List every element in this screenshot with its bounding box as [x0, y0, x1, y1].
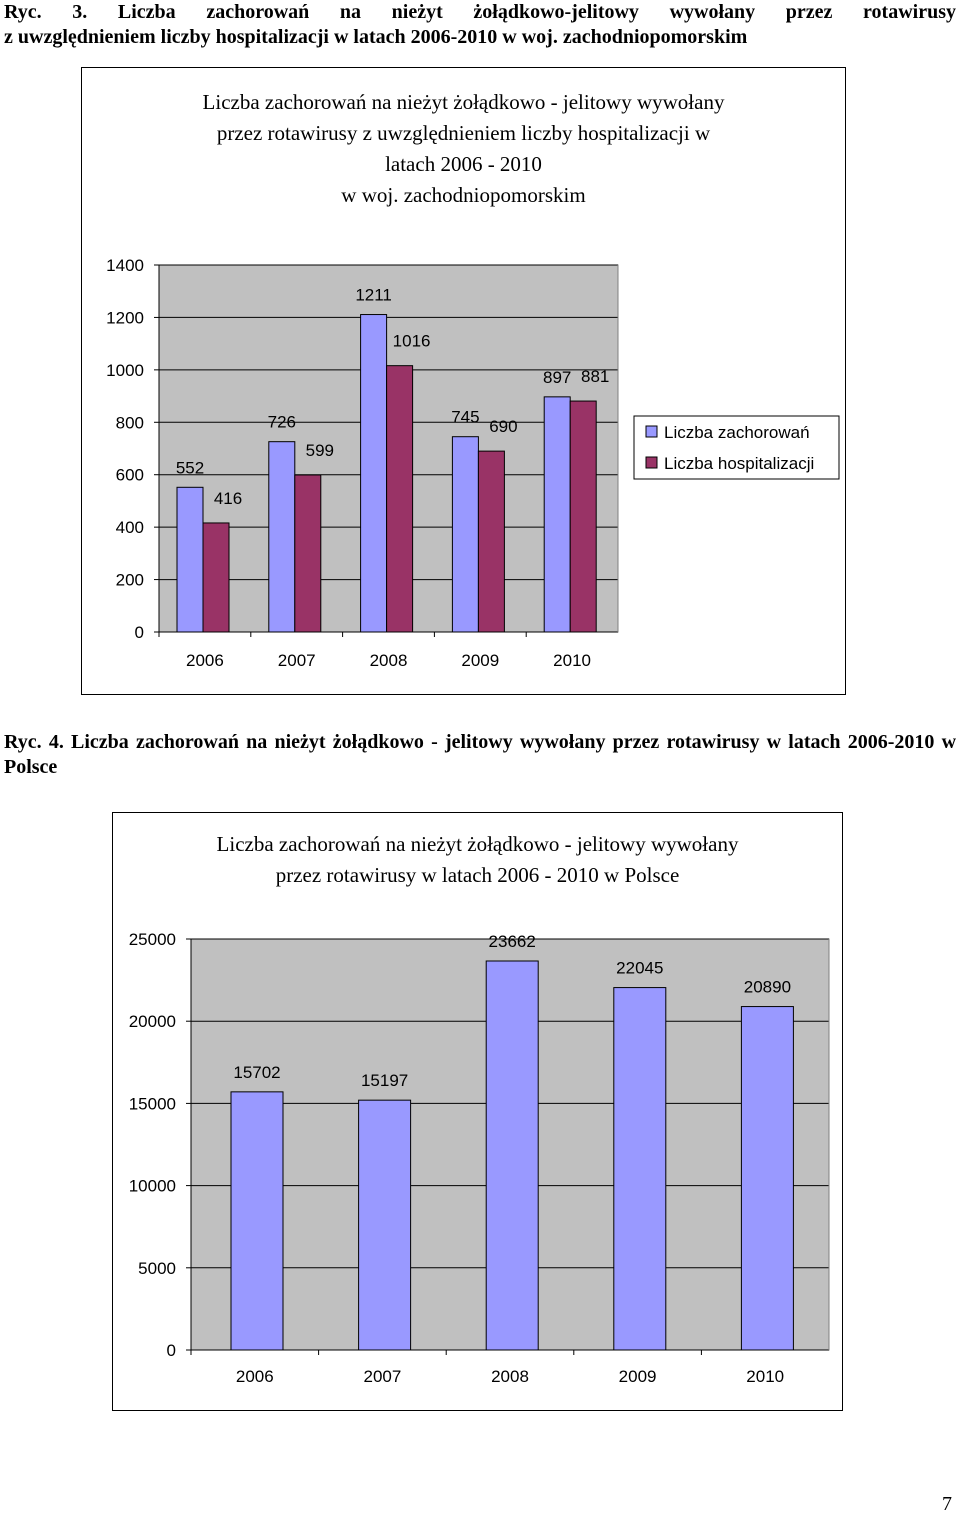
chart1-data-label: 881 — [581, 367, 610, 387]
chart2-y-tick-label: 20000 — [128, 1012, 176, 1032]
chart1-bar-hospital — [387, 366, 413, 632]
chart-2-title-line: Liczba zachorowań na nieżyt żołądkowo - jelitowy wywołany — [216, 832, 739, 856]
chart2-data-label: 15702 — [233, 1062, 281, 1082]
chart2-y-tick-label: 5000 — [138, 1258, 176, 1278]
figure-3-caption-line1: Liczba zachorowań na nieżyt żołądkowo-jelitowy wywołany przez rotawirusy — [117, 1, 956, 23]
chart2-y-tick-label: 10000 — [128, 1176, 176, 1196]
chart1-bar-hospital — [478, 451, 504, 632]
chart2-x-tick-label: 2006 — [235, 1367, 274, 1386]
figure-4-caption-text: Liczba zachorowań na nieżyt żołądkowo - jelitowy wywołany przez rotawirusy w latach 2006-2010 w Polsce — [4, 731, 957, 778]
chart1-bar-hospital — [295, 475, 321, 632]
chart1-data-label: 1016 — [392, 331, 431, 351]
chart-1-plot — [82, 68, 845, 694]
chart1-data-label: 726 — [267, 412, 296, 432]
chart1-legend-swatch — [646, 426, 657, 437]
chart1-bar-cases — [452, 437, 478, 632]
chart2-bar-cases — [231, 1092, 283, 1350]
figure-4-caption — [4, 730, 956, 780]
figure-3-number: Ryc. 3. — [4, 1, 88, 23]
chart2-data-label: 20890 — [743, 977, 792, 997]
chart1-x-tick-label: 2007 — [277, 651, 316, 670]
chart1-y-tick-label: 400 — [115, 518, 144, 538]
chart2-bar-cases — [486, 961, 538, 1350]
chart-2-frame — [112, 812, 843, 1411]
chart1-data-label: 416 — [213, 488, 243, 508]
figure-4-number: Ryc. 4. — [4, 731, 64, 753]
chart2-bar-cases — [359, 1100, 411, 1350]
chart1-data-label: 552 — [175, 458, 205, 478]
page-number: 7 — [942, 1493, 952, 1515]
chart1-x-tick-label: 2010 — [553, 651, 592, 670]
chart2-x-tick-label: 2009 — [618, 1367, 657, 1386]
chart2-x-tick-label: 2010 — [746, 1367, 785, 1386]
chart1-x-tick-label: 2008 — [369, 651, 408, 670]
chart1-legend-label: Liczba zachorowań — [664, 423, 810, 442]
chart-2-title-line: przez rotawirusy w latach 2006 - 2010 w Polsce — [275, 863, 680, 887]
chart2-data-label: 23662 — [488, 931, 536, 951]
chart1-legend-label: Liczba hospitalizacji — [664, 454, 815, 473]
chart1-bar-hospital — [570, 401, 596, 632]
chart1-y-tick-label: 0 — [134, 623, 144, 642]
chart1-bar-cases — [361, 315, 387, 632]
chart1-bar-cases — [177, 487, 203, 632]
chart1-y-tick-label: 1200 — [106, 308, 144, 328]
chart1-y-tick-label: 200 — [115, 570, 144, 590]
chart2-data-label: 15197 — [360, 1071, 409, 1091]
chart1-legend-swatch — [646, 457, 657, 468]
chart1-y-tick-label: 1000 — [106, 360, 144, 380]
chart1-data-label: 690 — [489, 417, 518, 437]
chart2-bar-cases — [741, 1007, 793, 1350]
chart1-data-label: 745 — [451, 407, 480, 427]
chart1-bar-hospital — [203, 523, 229, 632]
chart-1-title-line: przez rotawirusy z uwzględnieniem liczby hospitalizacji w — [216, 121, 711, 145]
chart2-bar-cases — [614, 988, 666, 1350]
chart1-y-tick-label: 1400 — [106, 256, 144, 275]
chart1-bar-cases — [544, 397, 570, 632]
chart2-y-tick-label: 25000 — [128, 930, 176, 949]
chart-1-title-line: latach 2006 - 2010 — [385, 152, 542, 176]
chart1-x-tick-label: 2009 — [461, 651, 500, 670]
chart1-data-label: 599 — [305, 440, 334, 460]
chart-1-frame — [81, 67, 846, 695]
chart-2-plot — [113, 813, 842, 1410]
figure-3-caption — [4, 0, 956, 50]
chart2-y-tick-label: 15000 — [128, 1094, 176, 1114]
chart1-data-label: 1211 — [355, 285, 392, 305]
chart1-data-label: 897 — [543, 367, 572, 387]
chart1-x-tick-label: 2006 — [185, 651, 224, 670]
chart-1-title-line: w woj. zachodniopomorskim — [341, 183, 586, 207]
chart2-x-tick-label: 2008 — [491, 1367, 529, 1386]
chart2-y-tick-label: 0 — [166, 1341, 176, 1360]
chart-1-title-line: Liczba zachorowań na nieżyt żołądkowo - jelitowy wywołany — [202, 90, 725, 114]
chart1-y-tick-label: 600 — [115, 465, 144, 485]
chart1-y-tick-label: 800 — [115, 413, 144, 433]
figure-3-caption-line2: z uwzględnieniem liczby hospitalizacji w latach 2006-2010 w woj. zachodniopomorskim — [4, 26, 748, 48]
chart1-bar-cases — [269, 442, 295, 632]
chart2-x-tick-label: 2007 — [363, 1367, 402, 1386]
chart2-data-label: 22045 — [616, 958, 664, 978]
